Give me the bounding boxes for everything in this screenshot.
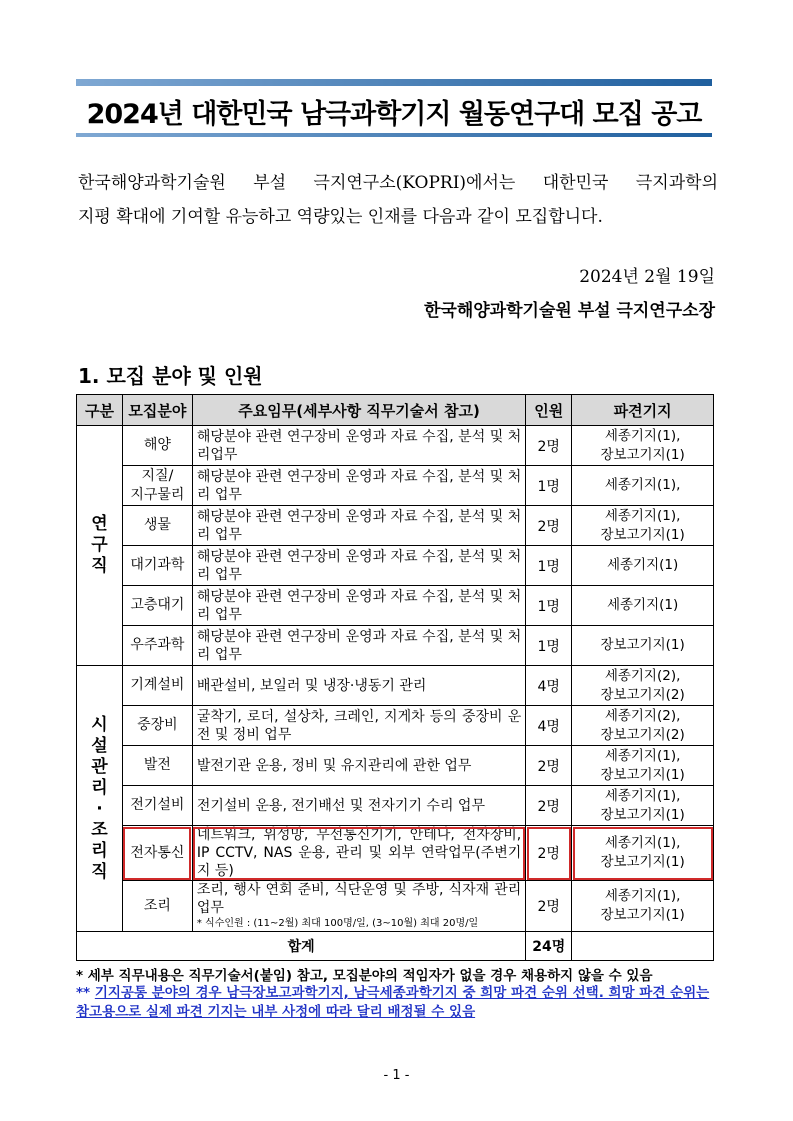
total-count: 24명 xyxy=(526,932,572,961)
duty-text: 굴착기, 로더, 설상차, 크레인, 지게차 등의 중장비 운전 및 정비 업무 xyxy=(196,708,522,743)
duty-cell xyxy=(192,586,525,626)
title-top-bar xyxy=(76,79,712,86)
field-cell: 고층대기 xyxy=(122,586,192,626)
base-cell: 세종기지(1), 장보고기지(1) xyxy=(572,881,714,932)
title-bottom-bar xyxy=(76,133,712,137)
base-cell: 세종기지(2), 장보고기지(2) xyxy=(572,666,714,706)
table-row xyxy=(77,746,714,786)
table-header-row xyxy=(77,395,714,426)
duty-note: * 식수인원 : (11~2월) 최대 100명/일, (3~10월) 최대 20명/일 xyxy=(196,918,479,929)
duty-text: 전기설비 운용, 전기배선 및 전자기기 수리 업무 xyxy=(196,797,485,814)
table-row xyxy=(77,786,714,826)
field-cell: 전기설비 xyxy=(122,786,192,826)
issuing-organization: 한국해양과학기술원 부설 극지연구소장 xyxy=(423,301,715,321)
field-cell: 발전 xyxy=(122,746,192,786)
table-row xyxy=(77,706,714,746)
field-cell: 생물 xyxy=(122,506,192,546)
header-duty: 주요임무(세부사항 직무기술서 참고) xyxy=(192,395,525,426)
duty-cell xyxy=(192,626,525,666)
duty-text: 해당분야 관련 연구장비 운영과 자료 수집, 분석 및 처리 업무 xyxy=(196,588,522,623)
count-cell: 2명 xyxy=(526,786,572,826)
table-row xyxy=(77,881,714,932)
total-label: 합계 xyxy=(77,932,526,961)
table-row xyxy=(77,506,714,546)
duty-cell xyxy=(192,706,525,746)
field-cell: 대기과학 xyxy=(122,546,192,586)
intro-line-1: 한국해양과학기술원 부설 극지연구소(KOPRI)에서는 대한민국 극지과학의 xyxy=(78,173,718,193)
intro-line-2: 지평 확대에 기여할 유능하고 역량있는 인재를 다음과 같이 모집합니다. xyxy=(78,207,603,227)
header-field: 모집분야 xyxy=(122,395,192,426)
header-base: 파견기지 xyxy=(572,395,714,426)
base-cell: 장보고기지(1) xyxy=(572,626,714,666)
intro-paragraph xyxy=(78,166,718,234)
footnote-2-marker: ** xyxy=(76,985,95,1001)
count-cell: 2명 xyxy=(526,506,572,546)
table-row xyxy=(77,826,714,881)
duty-text: 해당분야 관련 연구장비 운영과 자료 수집, 분석 및 처리 업무 xyxy=(196,548,522,583)
count-cell: 4명 xyxy=(526,666,572,706)
header-count: 인원 xyxy=(526,395,572,426)
field-cell: 해양 xyxy=(122,426,192,466)
duty-text: 해당분야 관련 연구장비 운영과 자료 수집, 분석 및 처리 업무 xyxy=(196,508,522,543)
group-facility-cell: 시 설 관 리 · 조 리 직 xyxy=(77,666,123,932)
base-cell: 세종기지(1) xyxy=(572,586,714,626)
count-cell: 4명 xyxy=(526,706,572,746)
table-row xyxy=(77,626,714,666)
base-cell: 세종기지(1), 장보고기지(1) xyxy=(572,746,714,786)
duty-text: 해당분야 관련 연구장비 운영과 자료 수집, 분석 및 처리 업무 xyxy=(196,628,522,663)
footnote-1: * 세부 직무내용은 직무기술서(붙임) 참고, 모집분야의 적임자가 없을 경우 채용하지 않을 수 있음 xyxy=(76,968,653,984)
duty-cell xyxy=(192,426,525,466)
count-cell: 1명 xyxy=(526,626,572,666)
duty-cell xyxy=(192,786,525,826)
header-category: 구분 xyxy=(77,395,123,426)
duty-cell xyxy=(192,746,525,786)
table-row xyxy=(77,546,714,586)
field-cell: 조리 xyxy=(122,881,192,932)
duty-cell xyxy=(192,826,525,881)
base-cell: 세종기지(2), 장보고기지(2) xyxy=(572,706,714,746)
section-title: 1. 모집 분야 및 인원 xyxy=(78,364,263,388)
table-row xyxy=(77,466,714,506)
field-cell: 중장비 xyxy=(122,706,192,746)
base-cell: 세종기지(1), 장보고기지(1) xyxy=(572,826,714,881)
base-cell: 세종기지(1), 장보고기지(1) xyxy=(572,506,714,546)
group-research-cell: 연 구 직 xyxy=(77,426,123,666)
announcement-date: 2024년 2월 19일 xyxy=(579,267,715,287)
duty-cell xyxy=(192,546,525,586)
duty-text: 배관설비, 보일러 및 냉장·냉동기 관리 xyxy=(196,677,427,694)
recruitment-table xyxy=(76,394,714,961)
duty-text: 해당분야 관련 연구장비 운영과 자료 수집, 분석 및 처리업무 xyxy=(196,428,522,463)
footnote-2 xyxy=(76,984,716,1022)
base-cell: 세종기지(1), xyxy=(572,466,714,506)
duty-text: 해당분야 관련 연구장비 운영과 자료 수집, 분석 및 처리 업무 xyxy=(196,468,522,503)
duty-cell xyxy=(192,506,525,546)
base-cell: 세종기지(1), 장보고기지(1) xyxy=(572,786,714,826)
count-cell: 2명 xyxy=(526,746,572,786)
field-cell: 기계설비 xyxy=(122,666,192,706)
table-row xyxy=(77,586,714,626)
base-cell: 세종기지(1), 장보고기지(1) xyxy=(572,426,714,466)
duty-cell xyxy=(192,881,525,932)
count-cell: 2명 xyxy=(526,826,572,881)
count-cell: 1명 xyxy=(526,466,572,506)
base-cell: 세종기지(1) xyxy=(572,546,714,586)
duty-cell xyxy=(192,666,525,706)
duty-text: 발전기관 운용, 정비 및 유지관리에 관한 업무 xyxy=(196,757,472,774)
duty-cell xyxy=(192,466,525,506)
field-cell: 지질/ 지구물리 xyxy=(122,466,192,506)
count-cell: 2명 xyxy=(526,881,572,932)
count-cell: 1명 xyxy=(526,586,572,626)
footnote-2-text: 기지공통 분야의 경우 남극장보고과학기지, 남극세종과학기지 중 희망 파견 순위 선택. 희망 파견 순위는 참고용으로 실제 파견 기지는 내부 사정에 따라 달리 배정될 수 있음 xyxy=(76,985,710,1020)
table-row xyxy=(77,426,714,466)
page-title: 2024년 대한민국 남극과학기지 월동연구대 모집 공고 xyxy=(86,99,702,130)
duty-text: 조리, 행사 연회 준비, 식단운영 및 주방, 식자재 관리 업무 xyxy=(196,882,522,916)
total-row xyxy=(77,932,714,961)
count-cell: 1명 xyxy=(526,546,572,586)
duty-text: 네트워크, 위성망, 무선통신기기, 안테나, 전자장비, IP CCTV, NAS 운용, 관리 및 외부 연락업무(주변기지 등) xyxy=(196,827,522,879)
page-number: - 1 - xyxy=(383,1068,410,1083)
field-cell: 우주과학 xyxy=(122,626,192,666)
total-empty xyxy=(572,932,714,961)
field-cell: 전자통신 xyxy=(122,826,192,881)
table-row xyxy=(77,666,714,706)
count-cell: 2명 xyxy=(526,426,572,466)
